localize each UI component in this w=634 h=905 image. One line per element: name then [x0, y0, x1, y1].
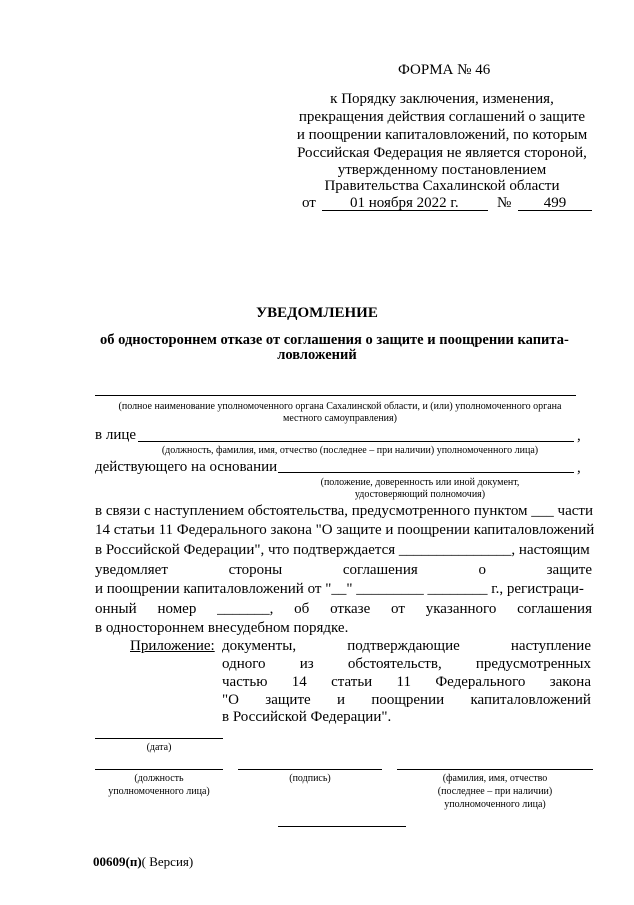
- word: статьи: [331, 674, 373, 690]
- person-caption: (должность, фамилия, имя, отчество (последнее – при наличии) уполномоченного лица): [161, 445, 539, 456]
- word: документы,: [222, 638, 297, 654]
- word: закона: [549, 674, 591, 690]
- organ-caption-2: местного самоуправления): [283, 413, 397, 424]
- word: наступление: [510, 638, 591, 654]
- word: подтверждающие: [347, 638, 460, 654]
- word: об: [294, 601, 310, 617]
- resolution-number: 499: [543, 195, 567, 211]
- extra-field[interactable]: [278, 826, 406, 827]
- header-line-5: утвержденному постановлением: [337, 162, 547, 178]
- position-caption-1: (должность: [134, 773, 184, 784]
- page-title: УВЕДОМЛЕНИЕ: [256, 305, 378, 321]
- body-line-6: [95, 600, 592, 619]
- word: соглашения: [342, 562, 418, 578]
- body-line-1: в связи с наступлением обстоятельства, предусмотренного пунктом ___ части: [95, 503, 593, 519]
- date-caption: (дата): [146, 742, 172, 753]
- signature-field[interactable]: [238, 769, 382, 770]
- word: указанного: [425, 601, 497, 617]
- word: от: [391, 601, 405, 617]
- header-line-4: Российская Федерация не является стороной,: [297, 145, 587, 161]
- word: уведомляет: [95, 562, 168, 578]
- appendix-line-5: в Российской Федерации".: [222, 709, 392, 725]
- word: обстоятельств,: [347, 656, 442, 672]
- footer-version: [93, 852, 193, 871]
- word: о: [478, 562, 486, 578]
- subtitle-line-2: ловложений: [277, 347, 357, 363]
- word: соглашения: [517, 601, 592, 617]
- word: онный: [95, 601, 137, 617]
- appendix-line-2: [222, 655, 591, 674]
- body-line-2: 14 статьи 11 Федерального закона "О защите и поощрении капиталовложений: [95, 522, 595, 538]
- word: _______,: [217, 601, 274, 617]
- organ-caption-1: (полное наименование уполномоченного органа Сахалинской области, и (или) уполномоченного органа: [118, 401, 562, 412]
- footer-version-text: ( Версия): [141, 854, 194, 869]
- person-label: в лице: [95, 427, 137, 443]
- word: из: [299, 656, 314, 672]
- basis-label: действующего на основании: [95, 459, 278, 475]
- header-line-6: Правительства Сахалинской области: [324, 178, 560, 194]
- footer-code: 00609(п): [93, 854, 142, 869]
- appendix-line-1: [222, 637, 591, 656]
- date-field[interactable]: [95, 738, 223, 739]
- word: 14: [291, 674, 307, 690]
- header-line-3: и поощрении капиталовложений, по которым: [296, 127, 588, 143]
- person-field[interactable]: [138, 441, 574, 442]
- header-line-2: прекращения действия соглашений о защите: [298, 109, 586, 125]
- word: частью: [222, 674, 268, 690]
- basis-field[interactable]: [278, 472, 574, 473]
- resolution-date: 01 ноября 2022 г.: [350, 195, 459, 211]
- name-field[interactable]: [397, 769, 593, 770]
- header-line-1: к Порядку заключения, изменения,: [330, 91, 554, 107]
- number-label: №: [497, 195, 512, 211]
- basis-caption-2: удостоверяющий полномочия): [354, 489, 486, 500]
- word: капиталовложений: [470, 692, 591, 708]
- name-caption-1: (фамилия, имя, отчество: [442, 773, 548, 784]
- word: и: [336, 692, 345, 708]
- word: защите: [546, 562, 592, 578]
- word: номер: [157, 601, 197, 617]
- word: "О: [222, 692, 239, 708]
- form-title: ФОРМА № 46: [398, 62, 491, 78]
- word: защите: [265, 692, 311, 708]
- person-comma: ,: [577, 428, 581, 444]
- body-line-7: в одностороннем внесудебном порядке.: [95, 620, 349, 636]
- basis-caption-1: (положение, доверенность или иной документ,: [320, 477, 520, 488]
- body-line-4: [95, 561, 592, 580]
- subtitle-line-1: об одностороннем отказе от соглашения о защите и поощрении капита-: [100, 332, 569, 348]
- ot-label: от: [302, 195, 316, 211]
- word: Федерального: [435, 674, 526, 690]
- word: 11: [396, 674, 411, 690]
- word: поощрении: [371, 692, 445, 708]
- name-caption-2: (последнее – при наличии): [437, 786, 553, 797]
- word: стороны: [228, 562, 283, 578]
- position-caption-2: уполномоченного лица): [108, 786, 210, 797]
- position-field[interactable]: [95, 769, 223, 770]
- appendix-line-3: [222, 673, 591, 692]
- name-caption-3: уполномоченного лица): [444, 799, 546, 810]
- word: предусмотренных: [475, 656, 591, 672]
- word: одного: [222, 656, 266, 672]
- appendix-label: Приложение:: [130, 638, 215, 654]
- word: отказе: [330, 601, 371, 617]
- organ-name-field[interactable]: [95, 395, 576, 396]
- body-line-3: в Российской Федерации", что подтверждается _______________, настоящим: [95, 542, 590, 558]
- basis-comma: ,: [577, 460, 581, 476]
- body-line-5: и поощрении капиталовложений от "__" _________ ________ г., регистраци-: [95, 581, 584, 597]
- signature-caption: (подпись): [289, 773, 331, 784]
